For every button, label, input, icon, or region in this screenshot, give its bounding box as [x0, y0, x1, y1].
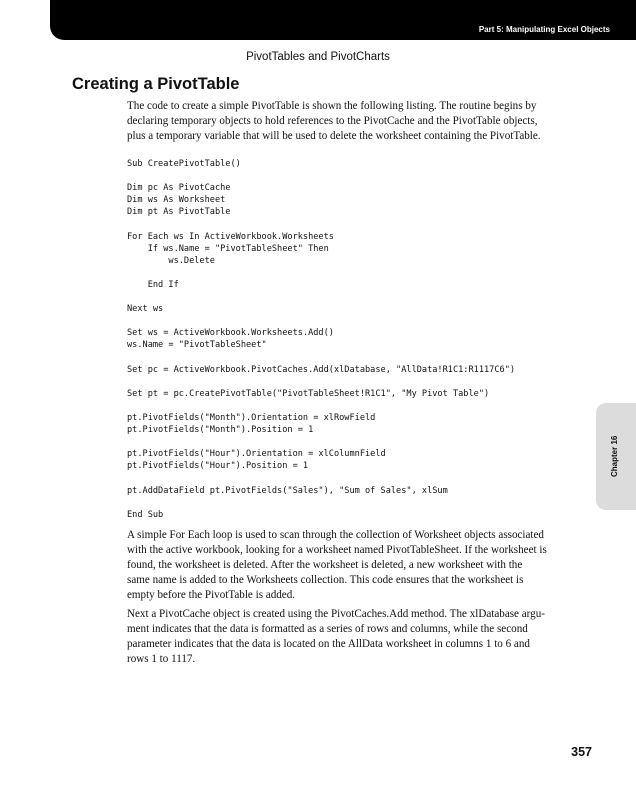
paragraph-line: declaring temporary objects to hold references to the PivotCache and the PivotTable objects,: [127, 115, 538, 127]
paragraph-line: parameter indicates that the data is located on the AllData worksheet in columns 1 to 6 and: [127, 638, 530, 650]
paragraph-line: plus a temporary variable that will be used to delete the worksheet containing the PivotTable.: [127, 130, 541, 142]
paragraph-line: The code to create a simple PivotTable is shown the following listing. The routine begins by: [127, 100, 537, 112]
paragraph-line: found, the worksheet is deleted. After the worksheet is deleted, a new worksheet with the: [127, 559, 523, 571]
paragraph-line: empty before the PivotTable is added.: [127, 589, 296, 601]
part-label: Part 5: Manipulating Excel Objects: [478, 25, 610, 34]
page-header-bar: [50, 0, 636, 40]
running-head: PivotTables and PivotCharts: [246, 51, 390, 63]
intro-paragraph: [127, 99, 570, 144]
pivotcache-paragraph: [127, 607, 570, 667]
paragraph-line: Next a PivotCache object is created using the PivotCaches.Add method. The xlDatabase argu-: [127, 608, 545, 620]
paragraph-line: A simple For Each loop is used to scan through the collection of Worksheet objects associated: [127, 529, 544, 541]
paragraph-line: same name is added to the Worksheets collection. This code ensures that the worksheet is: [127, 574, 524, 586]
paragraph-line: rows 1 to 1117.: [127, 653, 196, 665]
section-title: Creating a PivotTable: [72, 75, 240, 93]
paragraph-line: with the active workbook, looking for a worksheet named PivotTableSheet. If the worksheet is: [127, 544, 547, 556]
paragraph-line: ment indicates that the data is formatted as a series of rows and columns, while the second: [127, 623, 528, 635]
page-number: 357: [571, 745, 592, 759]
chapter-tab-label: Chapter 16: [610, 435, 619, 477]
for-each-paragraph: [127, 528, 570, 603]
code-listing: Sub CreatePivotTable() Dim pc As PivotCache Dim ws As Worksheet Dim pt As PivotTable For Each ws In ActiveWorkbook.Worksheets If ws.Name = "PivotTableSheet" Then ws.Delete End If Next ws Set ws = ActiveWorkbook.Worksheets.Add() ws.Name = "PivotTableSheet" Set pc = ActiveWorkbook.PivotCaches.Add(xlDatabase, "AllData!R1C1:R1117C6") Set pt = pc.CreatePivotTable("PivotTableSheet!R1C1", "My Pivot Table") pt.PivotFields("Month").Orientation = xlRowField pt.PivotFields("Month").Position = 1 pt.PivotFields("Hour").Orientation = xlColumnField pt.PivotFields("Hour").Position = 1 pt.AddDataField pt.PivotFields("Sales"), "Sum of Sales", xlSum End Sub: [127, 159, 516, 520]
